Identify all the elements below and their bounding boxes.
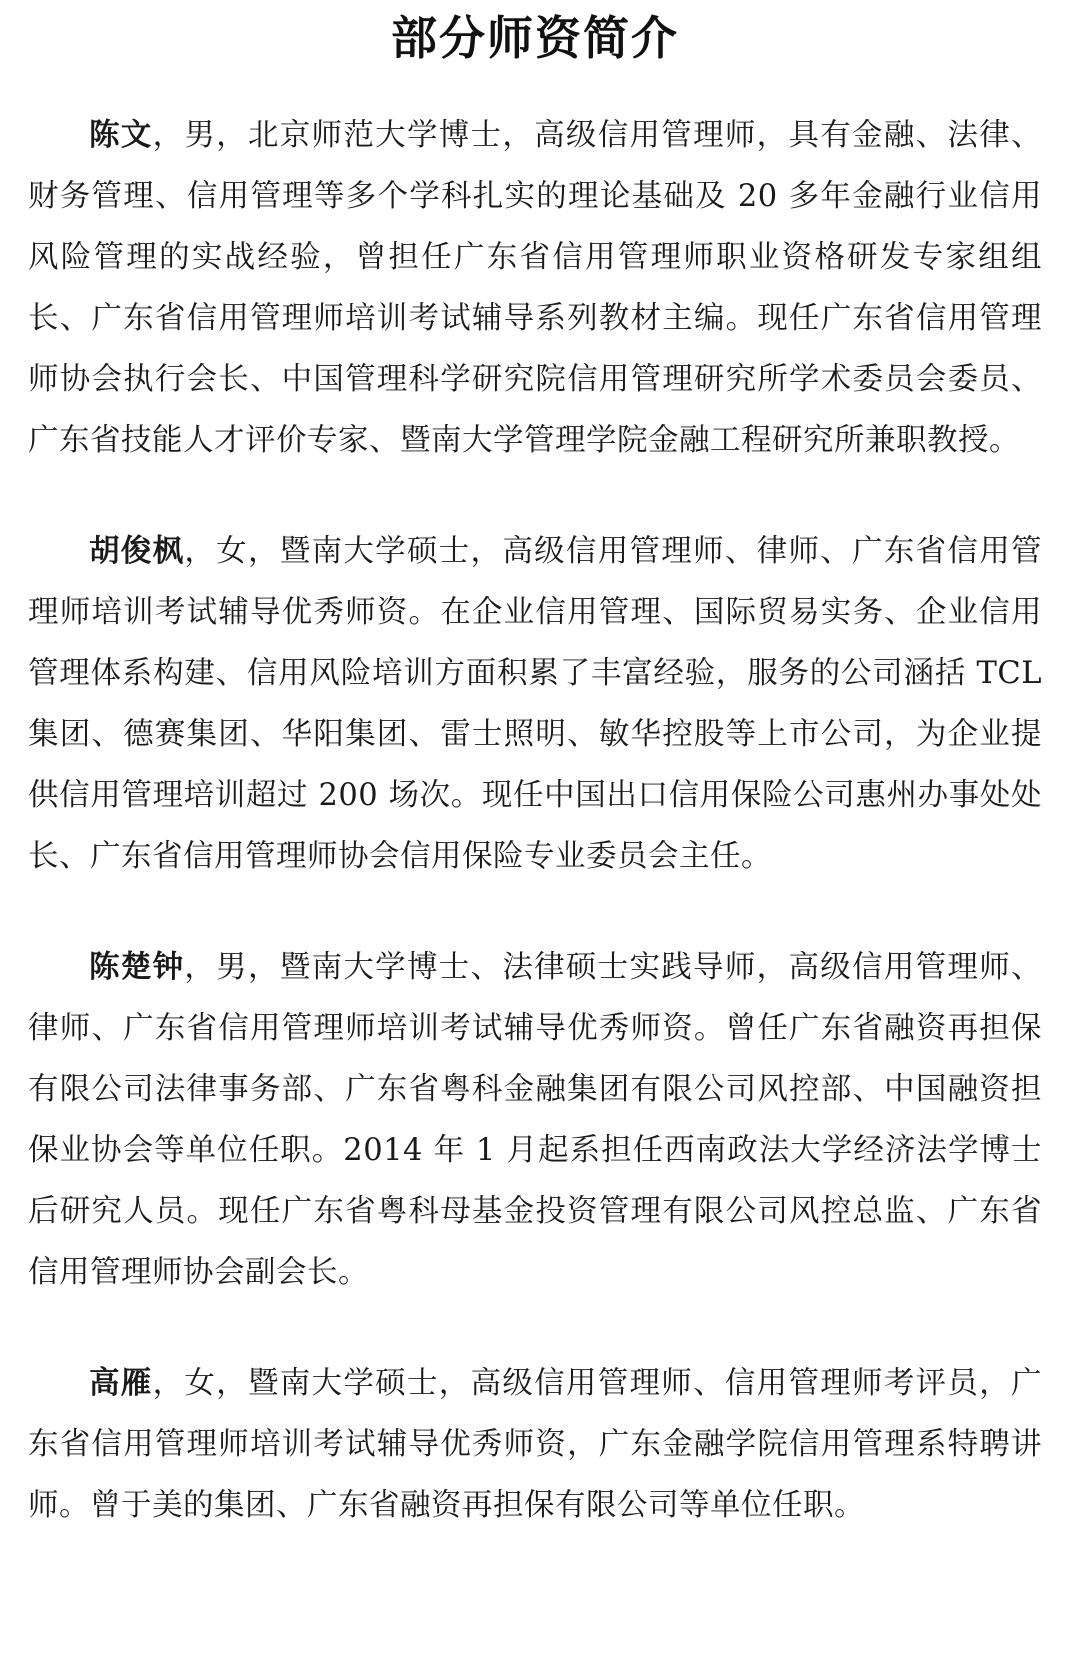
bio-paragraph-chen-wen (28, 105, 1042, 471)
bio-text: ，男，暨南大学博士、法律硕士实践导师，高级信用管理师、律师、广东省信用管理师培训考试辅导优秀师资。曾任广东省融资再担保有限公司法律事务部、广东省粤科金融集团有限公司风控部、中国融资担保业协会等单位任职。2014 年 1 月起系担任西南政法大学经济法学博士后研究人员。现任广东省粤科母基金投资管理有限公司风控总监、广东省信用管理师协会副会长。 (28, 950, 1043, 1290)
bio-name: 陈文 (89, 118, 153, 153)
bio-text: ，女，暨南大学硕士，高级信用管理师、律师、广东省信用管理师培训考试辅导优秀师资。在企业信用管理、国际贸易实务、企业信用管理体系构建、信用风险培训方面积累了丰富经验，服务的公司涵括 TCL 集团、德赛集团、华阳集团、雷士照明、敏华控股等上市公司，为企业提供信用管理培训超过 200 场次。现任中国出口信用保险公司惠州办事处处长、广东省信用管理师协会信用保险专业委员会主任。 (28, 534, 1043, 874)
bio-name: 陈楚钟 (89, 950, 185, 985)
bio-text: ，男，北京师范大学博士，高级信用管理师，具有金融、法律、财务管理、信用管理等多个学科扎实的理论基础及 20 多年金融行业信用风险管理的实战经验，曾担任广东省信用管理师职业资格研发专家组组长、广东省信用管理师培训考试辅导系列教材主编。现任广东省信用管理师协会执行会长、中国管理科学研究院信用管理研究所学术委员会委员、广东省技能人才评价专家、暨南大学管理学院金融工程研究所兼职教授。 (28, 118, 1043, 458)
bio-name: 胡俊枫 (89, 534, 185, 569)
bio-name: 高雁 (89, 1366, 153, 1401)
bio-paragraph-gao-yan (28, 1353, 1042, 1536)
bio-paragraph-hu-junfeng (28, 521, 1042, 887)
bio-text: ，女，暨南大学硕士，高级信用管理师、信用管理师考评员，广东省信用管理师培训考试辅导优秀师资，广东金融学院信用管理系特聘讲师。曾于美的集团、广东省融资再担保有限公司等单位任职。 (28, 1366, 1043, 1523)
page-title: 部分师资简介 (391, 11, 679, 65)
bio-paragraph-chen-chuzhong (28, 937, 1042, 1303)
